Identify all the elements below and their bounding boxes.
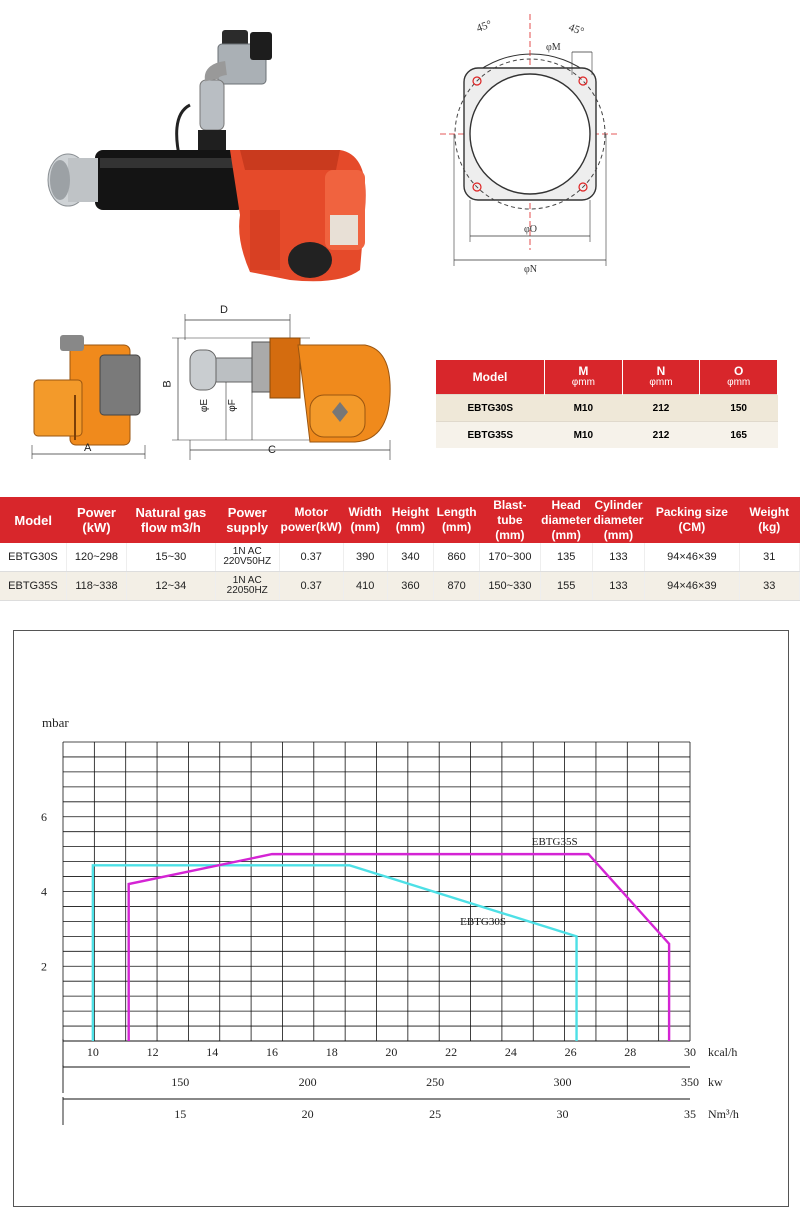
y-tick-label: 4 [41, 884, 47, 899]
dim-d-label: D [220, 304, 228, 316]
dim-b-label: B [161, 380, 174, 388]
dim-f-label: φF [226, 399, 238, 412]
x-tick-label: 16 [266, 1045, 278, 1059]
side-view-drawing [160, 300, 405, 465]
dim-e-label: φE [199, 398, 211, 413]
x-tick-label: 18 [325, 1045, 338, 1059]
x-tick-label: 14 [206, 1045, 219, 1059]
series-label-ebtg30s: EBTG30S [460, 916, 506, 929]
y-tick-label: 6 [41, 809, 47, 824]
x-tick-label: 35 [684, 1107, 696, 1121]
flange-dimension-table [436, 360, 778, 448]
pressure-chart [14, 631, 788, 1206]
mno-header-o: O φmm [700, 360, 778, 395]
x-tick-label: 250 [426, 1075, 445, 1089]
x-tick-label: 15 [174, 1107, 187, 1121]
spec-header: Model [0, 497, 66, 543]
spec-header: Height (mm) [387, 497, 433, 543]
table-row: EBTG35S M10 212 165 [436, 422, 778, 449]
mno-header-n: N φmm [622, 360, 700, 395]
y-axis-label: mbar [42, 715, 69, 730]
x-tick-label: 20 [385, 1045, 398, 1059]
flange-diagram [440, 10, 620, 275]
dim-m-label: φM [546, 42, 561, 53]
spec-header: Power (kW) [66, 497, 126, 543]
x-tick-label: 12 [146, 1045, 159, 1059]
x-tick-label: 10 [86, 1045, 99, 1059]
dim-a-label: A [84, 442, 92, 454]
dim-o-label: φO [524, 224, 537, 235]
chart-frame [13, 630, 789, 1207]
x-tick-label: 30 [684, 1045, 696, 1059]
x-tick-label: 350 [681, 1075, 699, 1089]
series-label-ebtg35s: EBTG35S [531, 835, 578, 848]
x-axis-unit-label: Nm³/h [708, 1107, 739, 1121]
x-tick-label: 30 [556, 1107, 569, 1121]
y-tick-label: 2 [41, 959, 47, 974]
spec-header: Width (mm) [343, 497, 387, 543]
spec-header: Packing size (CM) [645, 497, 739, 543]
spec-header: Blast-tube (mm) [480, 497, 540, 543]
x-axis-unit-label: kcal/h [708, 1045, 738, 1059]
dim-n-label: φN [524, 264, 537, 275]
x-tick-label: 22 [445, 1045, 458, 1059]
x-axis-unit-label: kw [708, 1075, 723, 1089]
x-tick-label: 26 [564, 1045, 577, 1059]
spec-header: Power supply [215, 497, 279, 543]
spec-header: Cylinder diameter (mm) [593, 497, 644, 542]
table-row: EBTG35S 118~338 12~34 1N AC 22050HZ 0.37 410 360 870 150~330 155 133 94×46×39 33 [0, 572, 800, 601]
x-tick-label: 300 [553, 1075, 572, 1089]
spec-table [0, 497, 800, 601]
mno-header-m: M φmm [545, 360, 623, 395]
x-tick-label: 200 [298, 1075, 317, 1089]
spec-header: Head diameter (mm) [541, 497, 592, 542]
x-tick-label: 28 [624, 1045, 637, 1059]
mno-header-model: Model [436, 360, 545, 395]
spec-header: Weight (kg) [739, 497, 799, 543]
mno-header-row [436, 360, 778, 395]
x-tick-label: 20 [301, 1107, 314, 1121]
spec-header: Length (mm) [434, 497, 480, 543]
angle-right-label: 45° [566, 21, 586, 39]
burner-photo [40, 10, 380, 295]
dim-c-label: C [268, 444, 276, 456]
x-tick-label: 24 [504, 1045, 517, 1059]
flange-hole [470, 74, 590, 194]
x-tick-label: 150 [171, 1075, 190, 1089]
angle-left-label: 45° [474, 18, 494, 35]
table-row: EBTG30S M10 212 150 [436, 395, 778, 422]
table-row: EBTG30S 120~298 15~30 1N AC 220V50HZ 0.37 390 340 860 170~300 135 133 94×46×39 31 [0, 543, 800, 572]
spec-header: Motor power(kW) [279, 497, 343, 543]
spec-header-row [0, 497, 800, 543]
series-line-ebtg35s [129, 854, 669, 1041]
spec-header: Natural gas flow m3/h [127, 497, 215, 543]
x-tick-label: 25 [429, 1107, 442, 1121]
